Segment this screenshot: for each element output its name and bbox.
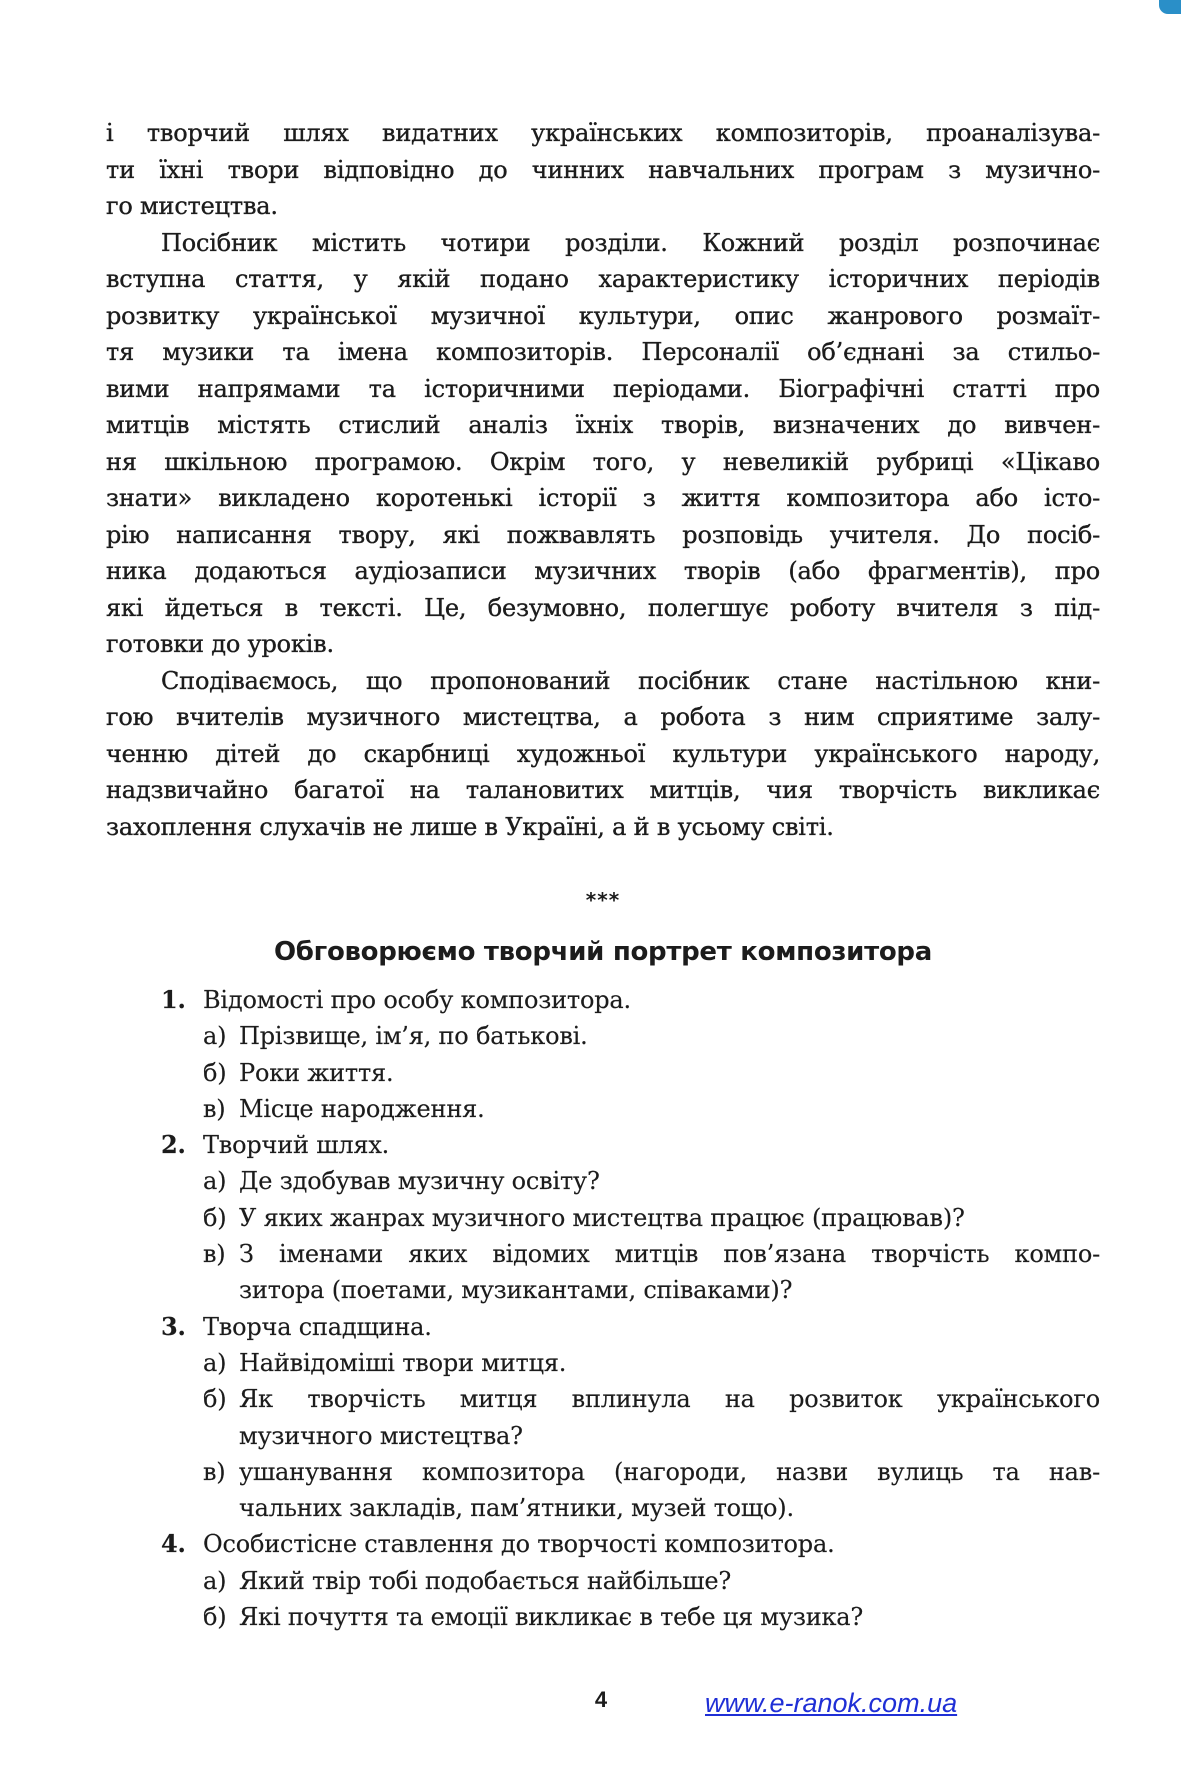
paragraph-line: Посібник містить чотири розділи. Кожний розділ розпочинає — [161, 228, 1100, 257]
list-number: 4. — [161, 1529, 186, 1559]
sub-item-marker: б) — [203, 1385, 227, 1414]
paragraph-line: тя музики та імена композиторів. Персоналії об’єднані за стильо- — [106, 338, 1100, 366]
list-item-text: Відомості про особу композитора. — [203, 986, 631, 1014]
sub-item-text: зитора (поетами, музикантами, співаками)? — [239, 1276, 793, 1305]
paragraph-1 — [106, 115, 1100, 225]
sub-item-text: чальних закладів, пам’ятники, музей тощо). — [239, 1494, 794, 1523]
sub-item-text: З іменами яких відомих митців пов’язана творчість компо- — [239, 1240, 1100, 1269]
list-item-4 — [106, 1526, 1100, 1562]
sub-item-text: Які почуття та емоції викликає в тебе ця музика? — [239, 1603, 864, 1632]
sub-item-continuation — [106, 1490, 1100, 1526]
paragraph-line: знати» викладено коротенькі історії з життя композитора або істо- — [106, 484, 1100, 512]
sub-item-text: музичного мистецтва? — [239, 1421, 523, 1450]
paragraph-line: ника додаються аудіозаписи музичних творів (або фрагментів), про — [106, 557, 1100, 585]
sub-item-text: Як творчість митця вплинула на розвиток українського — [239, 1385, 1100, 1414]
paragraph-line: надзвичайно багатої на талановитих митців, чия творчість викликає — [106, 776, 1100, 804]
paragraph-line: рію написання твору, які пожвавлять розповідь учителя. До посіб- — [106, 520, 1100, 549]
paragraph-line: і творчий шлях видатних українських композиторів, проаналізува- — [106, 119, 1100, 147]
sub-item-marker: а) — [203, 1167, 227, 1196]
portrait-plan-list — [106, 982, 1100, 1635]
list-item-1 — [106, 982, 1100, 1018]
sub-item — [106, 1200, 1100, 1236]
sub-item — [106, 1091, 1100, 1127]
publisher-website-link[interactable]: www.e-ranok.com.ua — [705, 1688, 958, 1718]
sub-item-marker: б) — [203, 1058, 227, 1087]
section-separator: *** — [585, 888, 621, 912]
list-number: 1. — [161, 985, 186, 1014]
sub-item-marker: б) — [203, 1203, 227, 1232]
sub-item — [106, 1163, 1100, 1199]
sub-item-marker: в) — [203, 1094, 226, 1123]
paragraph-3 — [106, 663, 1100, 846]
list-item-3 — [106, 1309, 1100, 1345]
sub-item-text: Місце народження. — [239, 1094, 485, 1123]
list-number: 3. — [161, 1311, 186, 1341]
paragraph-2 — [106, 225, 1100, 663]
sub-item-text: ушанування композитора (нагороди, назви вулиць та нав- — [239, 1457, 1100, 1486]
paragraph-line: го мистецтва. — [106, 192, 278, 220]
list-item-text: Творчий шлях. — [203, 1131, 390, 1160]
paragraph-line: готовки до уроків. — [106, 630, 334, 658]
list-number: 2. — [161, 1130, 186, 1160]
sub-item — [106, 1454, 1100, 1490]
paragraph-line: ня шкільною програмою. Окрім того, у невеликій рубриці «Цікаво — [106, 447, 1100, 476]
paragraph-line: які йдеться в тексті. Це, безумовно, полегшує роботу вчителя з під- — [106, 593, 1100, 622]
sub-item-text: У яких жанрах музичного мистецтва працює (працював)? — [239, 1203, 965, 1232]
paragraph-line: гою вчителів музичного мистецтва, а робота з ним сприятиме залу- — [106, 703, 1100, 731]
sub-item-text: Який твір тобі подобається найбільше? — [239, 1566, 732, 1595]
sub-item-marker: а) — [203, 1566, 227, 1595]
paragraph-line: вими напрямами та історичними періодами. Біографічні статті про — [106, 374, 1100, 403]
paragraph-line: Сподіваємось, що пропонований посібник стане настільною кни- — [161, 666, 1100, 695]
sub-item — [106, 1563, 1100, 1599]
sub-item-text: Роки життя. — [239, 1058, 394, 1087]
list-item-2 — [106, 1127, 1100, 1163]
sub-item-continuation — [106, 1418, 1100, 1454]
paragraph-line: ченню дітей до скарбниці художньої культури українського народу, — [106, 739, 1100, 768]
section-heading: Обговорюємо творчий портрет композитора — [274, 937, 932, 967]
sub-item-marker: б) — [203, 1603, 227, 1632]
list-item-text: Творча спадщина. — [203, 1312, 432, 1341]
sub-item-continuation — [106, 1272, 1100, 1308]
sub-item-marker: а) — [203, 1348, 227, 1377]
sub-item — [106, 1381, 1100, 1417]
sub-item-marker: а) — [203, 1022, 227, 1051]
sub-item — [106, 1599, 1100, 1635]
sub-item — [106, 1018, 1100, 1054]
paragraph-line: митців містять стислий аналіз їхніх творів, визначених до вивчен- — [106, 411, 1100, 439]
sub-item-text: Де здобував музичну освіту? — [239, 1167, 600, 1196]
paragraph-line: ти їхні твори відповідно до чинних навчальних програм з музично- — [106, 155, 1100, 184]
page-number: 4 — [594, 1687, 608, 1712]
paragraph-line: вступна стаття, у якій подано характеристику історичних періодів — [106, 265, 1100, 293]
sub-item-text: Прізвище, ім’я, по батькові. — [239, 1022, 588, 1051]
paragraph-line: розвитку української музичної культури, опис жанрового розмаїт- — [106, 301, 1100, 330]
sub-item — [106, 1055, 1100, 1091]
sub-item-text: Найвідоміші твори митця. — [239, 1348, 567, 1377]
publisher-corner-logo-icon — [1159, 0, 1181, 14]
sub-item-marker: в) — [203, 1457, 226, 1486]
sub-item-marker: в) — [203, 1240, 226, 1269]
sub-item — [106, 1236, 1100, 1272]
intro-text — [106, 115, 1100, 845]
list-item-text: Особистісне ставлення до творчості композитора. — [203, 1530, 835, 1559]
sub-item — [106, 1345, 1100, 1381]
paragraph-line: захоплення слухачів не лише в Україні, а й в усьому світі. — [106, 812, 834, 841]
